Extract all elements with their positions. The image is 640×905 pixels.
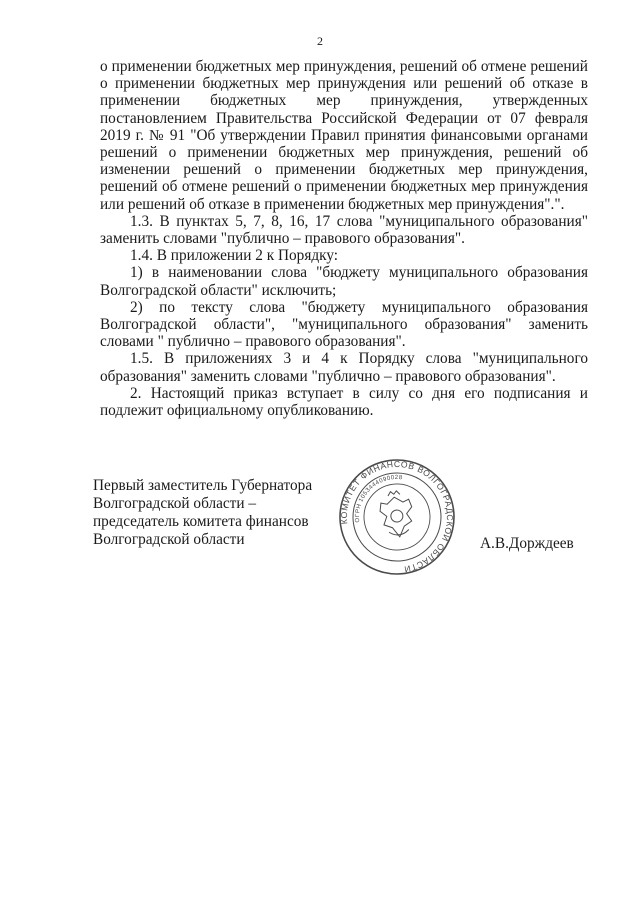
signatory-name: А.В.Дорждеев	[480, 535, 574, 552]
signatory-position-line: Первый заместитель Губернатора	[93, 477, 313, 494]
signatory-position-line: Волгоградской области –	[93, 495, 257, 512]
document-body	[100, 58, 588, 419]
official-seal	[329, 449, 465, 585]
signatory-position-line: председатель комитета финансов	[93, 513, 309, 530]
paragraph-2: 2. Настоящий приказ вступает в силу со дня его подписания и подлежит официальному опубликованию.	[100, 384, 588, 420]
paragraph-1-5: 1.5. В приложениях 3 и 4 к Порядку слова "муниципального образования" заменить словами "публично – правового образования".	[100, 350, 588, 385]
page-number: 2	[317, 34, 323, 48]
signatory-position	[93, 477, 333, 549]
seal-inner-text: ОГРН 1053444090028	[354, 474, 403, 523]
paragraph-1-4-item-1: 1) в наименовании слова "бюджету муниципального образования Волгоградской области" исключить;	[100, 264, 588, 299]
paragraph-1-3: 1.3. В пунктах 5, 7, 8, 16, 17 слова "муниципального образования" заменить словами "публично – правового образования".	[100, 212, 588, 248]
seal-outer-ring	[333, 453, 462, 582]
paragraph-1-4-item-2: 2) по тексту слова "бюджету муниципального образования Волгоградской области", "муниципального образования" заменить словами " публично – правового образования".	[100, 298, 588, 351]
paragraph-continuation: о применении бюджетных мер принуждения, решений об отмене решений о применении бюджетных мер принуждения или решений об отказе в применении бюджетных мер принуждения, утвержденных постановлением Правительства Российской Федерации от 07 февраля 2019 г. № 91 "Об утверждении Правил принятия финансовыми органами решений о применении бюджетных мер принуждения, решений об изменении решений о применении бюджетных мер принуждения, решений об отмене решений о применении бюджетных мер принуждения или решений об отказе в применении бюджетных мер принуждения".".	[100, 58, 588, 213]
coat-of-arms-icon	[378, 489, 416, 539]
paragraph-1-4: 1.4. В приложении 2 к Порядку:	[130, 247, 339, 265]
signatory-position-line: Волгоградской области	[93, 531, 245, 548]
seal-outer-text: КОМИТЕТ ФИНАНСОВ ВОЛГОГРАДСКОЙ ОБЛАСТИ	[338, 458, 456, 575]
